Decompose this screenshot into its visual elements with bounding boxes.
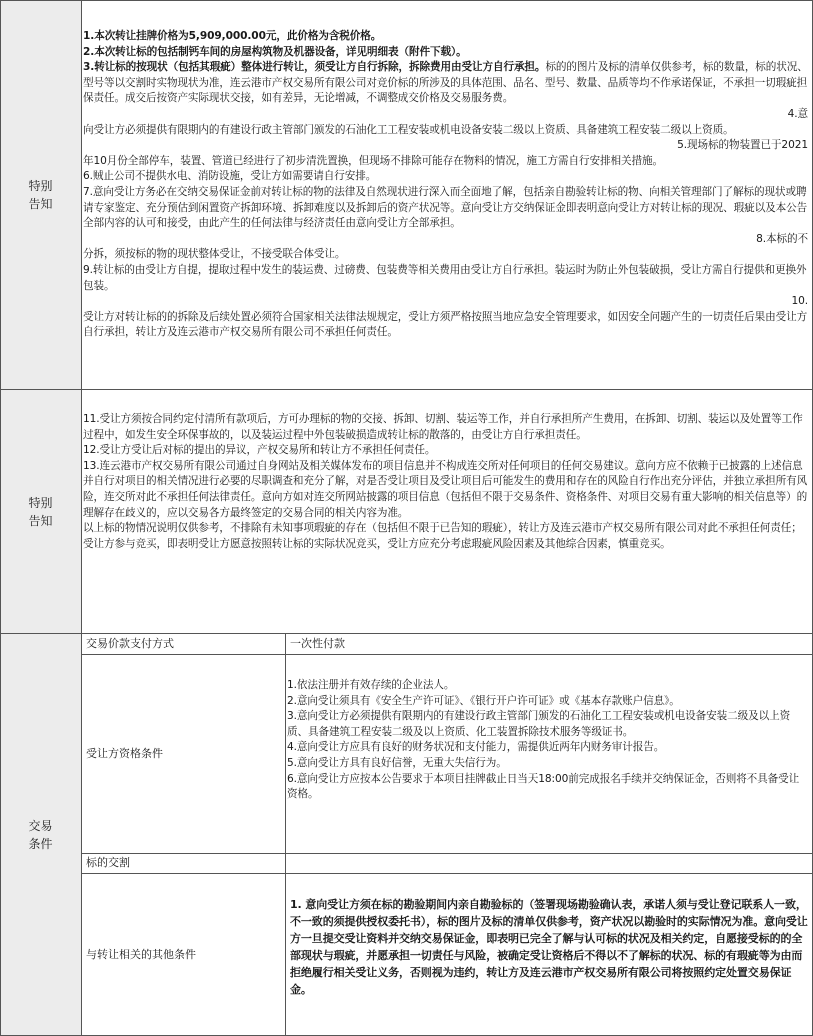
notice-item-4: 向受让方必须提供有限期内的有建设行政主管部门颁发的石油化工工程安装或机电设备安装二级以上资质、具备建筑工程安装二级以上资质。 — [83, 123, 734, 136]
notice-item-6: 6.贼止公司不提供水电、消防设施，受让方如需要请自行安排。 — [83, 170, 377, 183]
rule-4 — [81, 853, 813, 854]
qualification-label: 受让方资格条件 — [86, 747, 163, 760]
notice-item-9: 9.转让标的由受让方自提，提取过程中发生的装运费、过磅费、包装费等相关费用由受让方自行承担。装运时为防止外包装破损，受让方需自行提供和更换外包装。 10. — [83, 263, 808, 308]
notice-item-disclaimer: 以上标的物情况说明仅供参考，不排除有未知事项瑕疵的存在（包括但不限于已告知的瑕疵），转让方及连云港市产权交易所有限公司对此不承担任何责任；受让方参与竞买，即表明受让方愿意按照转让标的实际状况竞买，受让方应充分考虑瑕疵风险因素及其他综合因素，慎重竞买。 — [83, 522, 802, 550]
delivery-label: 标的交割 — [86, 856, 130, 869]
qualification-item-6: 6.意向受让方应按本公告要求于本项目挂牌截止日当天18:00前完成报名手续并交纳保证金，否则将不具备受让资格。 — [287, 772, 800, 801]
notice-item-2: 2.本次转让标的包括制钙车间的房屋构筑物及机器设备，详见明细表（附件下载）。 — [83, 45, 467, 58]
rule-top — [0, 0, 813, 1]
rule-label-col — [81, 0, 82, 1036]
qualification-item-3: 3.意向受让方必须提供有限期内的有建设行政主管部门颁发的石油化工工程安装或机电设备安装二级及以上资质、具备建筑工程安装二级及以上资质、化工装置拆除技术服务等级证书。 — [287, 710, 791, 738]
qualification-content — [287, 678, 809, 848]
notice-item-8: 分拆，须按标的物的现状整体受让，不接受联合体受让。 — [83, 248, 346, 261]
special-notice-content-2 — [83, 412, 808, 630]
notice-item-13: 13.连云港市产权交易所有限公司通过自身网站及相关媒体发布的项目信息并不构成连交所对任何项目的任何交易建议。意向方应不依赖于已披露的上述信息并自行对项目的相关情况进行必要的尽职调查和充分了解，对是否受让项目及受让项目后可能发生的费用和存在的风险自行作出充分评估，并独立承担所有风险，连交所对此不承担任何法律责任。意向方如对连交所网站披露的项目信息（包括但不限于交易条件、资格条件、对项目交易有重大影响的相关信息等）的理解存在歧义的，应以交易各方最终签定的交易合同的相关内容为准。 — [83, 459, 808, 519]
rule-1 — [0, 389, 813, 390]
special-notice-label-1: 特别告知 — [0, 0, 81, 389]
payment-method-label: 交易价款支付方式 — [86, 637, 174, 650]
notice-item-1: 1.本次转让挂牌价格为5,909,000.00元，此价格为含税价格。 — [83, 30, 382, 42]
notice-item-3: 3.转让标的按现状（包括其瑕疵）整体进行转让，须受让方自行拆除，拆除费用由受让方自行承担。标的的图片及标的清单仅供参考，标的数量，标的状况、型号等以交割时实物现状为准，连云港市产权交易所有限公司对竞价标的所涉及的具体范围、品名、型号、数量、品质等均不作承诺保证，不承担一切瑕疵担保责任。成交后按资产实际现状交接，如有差异，无论增减，不调整成交价格及交易服务费。 4.意 — [83, 61, 808, 120]
rule-3 — [81, 654, 813, 655]
notice-item-7: 7.意向受让方务必在交纳交易保证金前对转让标的物的法律及自然现状进行深入而全面地了解，包括亲自勘验转让标的物、向相关管理部门了解标的现状或聘请专家鉴定、充分预估到闲置资产拆卸环境、拆卸难度以及拆卸后的资产状况等。意向受让方交纳保证金即表明意向受让方对转让标的现况、瑕疵以及本公告全部内容的认可和接受，由此产生的任何法律与经济责任由意向受让方全部承担。 8.本标的不 — [83, 185, 808, 245]
special-notice-label-2: 特别告知 — [0, 390, 81, 633]
rule-2 — [0, 633, 813, 634]
rule-left — [0, 0, 1, 1036]
qualification-item-5: 5.意向受让方具有良好信誉，无重大失信行为。 — [287, 756, 507, 769]
payment-method-value: 一次性付款 — [290, 637, 345, 650]
qualification-item-4: 4.意向受让方应具有良好的财务状况和支付能力，需提供近两年内财务审计报告。 — [287, 741, 665, 754]
special-notice-content-1 — [83, 29, 808, 384]
rule-5 — [81, 873, 813, 874]
notice-item-11: 11.受让方须按合同约定付清所有款项后，方可办理标的物的交接、拆卸、切割、装运等工作，并自行承担所产生费用，在拆卸、切割、装运以及处置等工作过程中，如发生安全环保事故的，以及装运过程中外包装破损造成转让标的散落的，由受让方自行承担责任。 — [83, 413, 803, 441]
trade-conditions-label: 交易条件 — [0, 634, 81, 1036]
notice-item-10: 受让方对转让标的的拆除及后续处置必须符合国家相关法律法规规定，受让方须严格按照当地应急安全管理要求，如因安全问题产生的一切责任后果由受让方自行承担，转让方及连云港市产权交易所有限公司不承担任何责任。 — [83, 310, 808, 339]
delivery-value — [290, 855, 808, 872]
other-conditions-content — [290, 896, 808, 1026]
notice-item-5: 5.现场标的物装置已于2021 年10月份全部停车，装置、管道已经进行了初步清洗置换，但现场不排除可能存在物料的情况，施工方需自行安排相关措施。 — [83, 139, 808, 167]
other-conditions-label: 与转让相关的其他条件 — [86, 947, 196, 961]
other-conditions-text: 1. 意向受让方须在标的勘验期间内亲自勘验标的（签署现场勘验确认表，承诺人须与受让登记联系人一致，不一致的须提供授权委托书），标的图片及标的清单仅供参考，资产状况以勘验时的实际情况为准。意向受让方一旦提交受让资料并交纳交易保证金，即表明已完全了解与认可标的状况及相关约定，自愿接受标的的全部现状与瑕疵，并愿承担一切责任与风险，被确定受让资格后不得以不了解标的状况、标的有瑕疵等为由而拒绝履行相关受让义务，否则视为违约，转让方及连云港市产权交易所有限公司将按照约定处置交易保证金。 — [290, 898, 808, 996]
qualification-item-1: 1.依法注册并有效存续的企业法人。 — [287, 679, 455, 691]
notice-item-12: 12.受让方受让后对标的提出的异议，产权交易所和转让方不承担任何责任。 — [83, 444, 436, 457]
rule-key-col — [285, 634, 286, 1036]
qualification-item-2: 2.意向受让须具有《安全生产许可证》、《银行开户许可证》或《基本存款账户信息》。 — [287, 694, 680, 707]
